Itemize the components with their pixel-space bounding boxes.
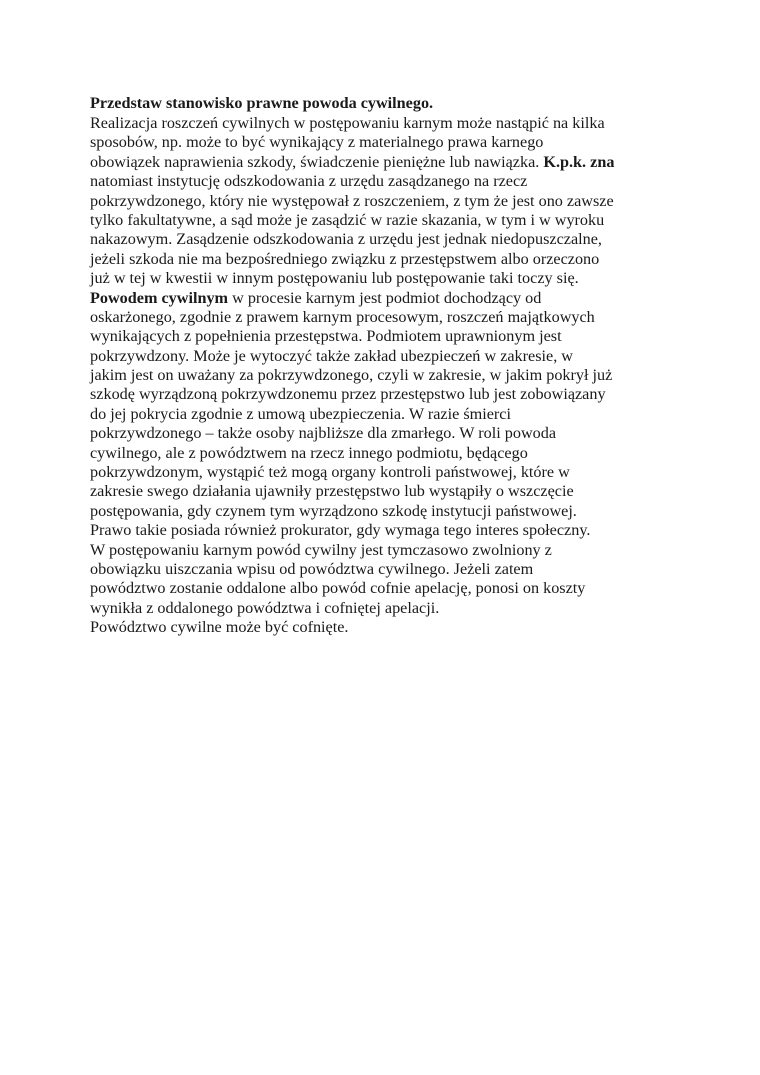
text-line: wynikających z popełnienia przestępstwa. Podmiotem uprawnionym jest [90,327,562,346]
text-line [90,153,670,172]
paragraph-zwolnienie [90,541,670,619]
text-line: już w tej w kwestii w innym postępowaniu lub postępowanie taki toczy się. [90,269,579,288]
text-span: pokrzywdzonego [90,424,202,443]
paragraph-cofniecie [90,618,670,637]
text-line: Powództwo cywilne może być cofnięte. [90,618,349,637]
text-line: postępowania, gdy czynem tym wyrządzono szkodę instytucji państwowej. [90,501,577,520]
text-span: obowiązek naprawienia szkody, świadczenie pieniężne lub nawiązka. [90,152,540,171]
text-line: Realizacja roszczeń cywilnych w postępowaniu karnym może nastąpić na kilka [90,114,605,132]
text-line: powództwo zostanie oddalone albo powód cofnie apelację, ponosi on koszty [90,579,586,598]
paragraph-powod-cywilny [90,289,670,541]
text-line: oskarżonego, zgodnie z prawem karnym procesowym, roszczeń majątkowych [90,307,595,326]
text-line: W postępowaniu karnym powód cywilny jest tymczasowo zwolniony z [90,540,552,559]
text-span: – także osoby najbliższe dla zmarłego. W roli powoda [205,424,557,443]
text-span: natomiast instytucję odszkodowania z urzędu zasądzanego na rzecz [90,172,528,191]
text-span: cywilnego, ale [90,443,185,462]
kpk-abbreviation: K.p.k. zna [543,152,615,171]
text-line: szkodę wyrządzoną pokrzywdzonemu przez przestępstwo lub jest zobowiązany [90,385,606,404]
text-line: zakresie swego działania ujawniły przestępstwo lub wystąpiły o wszczęcie [90,482,574,501]
text-line: pokrzywdzonego, który nie występował z roszczeniem, z tym że jest ono zawsze [90,191,614,210]
bold-term: Powodem cywilnym [90,288,229,307]
text-line: jakim jest on uważany za pokrzywdzonego, czyli w zakresie, w jakim pokrył już [90,366,613,385]
text-line: sposobów, np. może to być wynikający z materialnego prawa karnego [90,133,544,152]
text-line: pokrzywdzonym, wystąpić też mogą organy kontroli państwowej, które w [90,463,570,482]
text-span: z powództwem na rzecz innego podmiotu, będącego [188,443,528,462]
text-line [90,444,670,463]
document-page [90,93,670,638]
text-line [90,289,670,308]
text-line: do jej pokrycia zgodnie z umową ubezpieczenia. W razie śmierci [90,404,511,423]
paragraph-realizacja [90,114,670,289]
text-line: wynikła z oddalonego powództwa i cofniętej apelacji. [90,598,440,617]
text-line: obowiązku uiszczania wpisu od powództwa cywilnego. Jeżeli zatem [90,559,534,578]
text-span: w procesie karnym jest podmiot dochodzący od [232,288,542,307]
document-title: Przedstaw stanowisko prawne powoda cywilnego. [90,94,434,112]
text-line [90,172,670,191]
text-line: nakazowym. Zasądzenie odszkodowania z urzędu jest jednak niedopuszczalne, [90,230,602,249]
text-line: pokrzywdzony. Może je wytoczyć także zakład ubezpieczeń w zakresie, w [90,346,573,365]
text-line: tylko fakultatywne, a sąd może je zasądzić w razie skazania, w tym i w wyroku [90,210,605,229]
text-line: jeżeli szkoda nie ma bezpośredniego związku z przestępstwem albo orzeczono [90,249,600,268]
text-line [90,424,670,443]
text-line: Prawo takie posiada również prokurator, gdy wymaga tego interes społeczny. [90,521,591,540]
